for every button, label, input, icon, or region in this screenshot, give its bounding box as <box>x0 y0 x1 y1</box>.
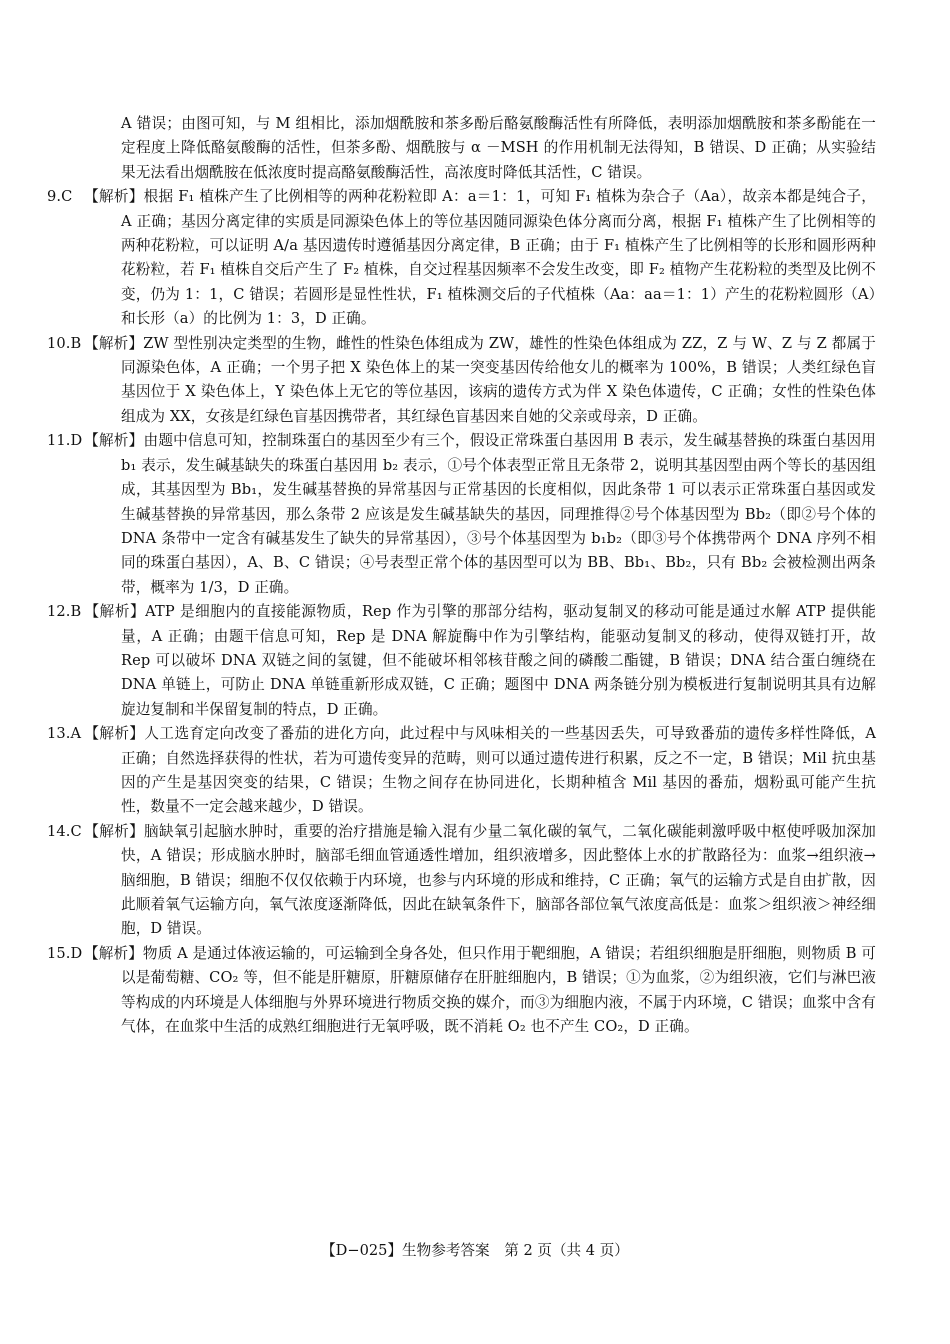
page-footer: 【D−025】生物参考答案 第 2 页（共 4 页） <box>321 1242 629 1259</box>
answer-item-11: 11.D 【解析】由题中信息可知，控制珠蛋白的基因至少有三个，假设正常珠蛋白基因用 B 表示，发生碱基替换的珠蛋白基因用 b₁ 表示，发生碱基缺失的珠蛋白基因用 b₂ 表示，①号个体表型正常且无条带 2，说明其基因型由两个等长的基因组成，其基因型为 Bb₁，发生碱基替换的异常基因与正常基因的长度相似，因此条带 1 可以表示正常珠蛋白基因或发生碱基替换的异常基因，那么条带 2 应该是发生碱基缺失的基因，同理推得②号个体基因型为 Bb₂（即②号个体的 DNA 条带中一定含有碱基发生了缺失的异常基因），③号个体基因型为 b₁b₂（即③号个体携带两个 DNA 序列不相同的珠蛋白基因），A、B、C 错误；④号表型正常个体的基因型可以为 BB、Bb₁、Bb₂，只有 Bb₂ 会被检测出两条带，概率为 1/3，D 正确。 <box>47 432 876 596</box>
answer-explanation: 【解析】根据 F₁ 植株产生了比例相等的两种花粉粒即 A：a＝1：1，可知 F₁ 植株为杂合子（Aa），故亲本都是纯合子，A 正确；基因分离定律的实质是同源染色体上的等位基因随同源染色体分离而分离，根据 F₁ 植株产生了比例相等的两种花粉粒，可以证明 A/a 基因遗传时遵循基因分离定律，B 正确；由于 F₁ 植株产生了比例相等的长形和圆形两种花粉粒，若 F₁ 植株自交后产生了 F₂ 植株，自交过程基因频率不会发生改变，即 F₂ 植物产生花粉粒的类型及比例不变，仍为 1：1，C 错误；若圆形是显性性状，F₁ 植株测交后的子代植株（Aa：aa＝1：1）产生的花粉粒圆形（A）和长形（a）的比例为 1：3，D 正确。 <box>84 188 876 328</box>
answer-item-9: 9.C 【解析】根据 F₁ 植株产生了比例相等的两种花粉粒即 A：a＝1：1，可知 F₁ 植株为杂合子（Aa），故亲本都是纯合子，A 正确；基因分离定律的实质是同源染色体上的等位基因随同源染色体分离而分离，根据 F₁ 植株产生了比例相等的两种花粉粒，可以证明 A/a 基因遗传时遵循基因分离定律，B 正确；由于 F₁ 植株产生了比例相等的长形和圆形两种花粉粒，若 F₁ 植株自交后产生了 F₂ 植株，自交过程基因频率不会发生改变，即 F₂ 植物产生花粉粒的类型及比例不变，仍为 1：1，C 错误；若圆形是显性性状，F₁ 植株测交后的子代植株（Aa：aa＝1：1）产生的花粉粒圆形（A）和长形（a）的比例为 1：3，D 正确。 <box>47 188 876 328</box>
answer-content <box>47 112 876 1039</box>
answer-explanation: 【解析】人工选育定向改变了番茄的进化方向，此过程中与风味相关的一些基因丢失，可导致番茄的遗传多样性降低，A 正确；自然选择获得的性状，若为可遗传变异的范畴，则可以通过遗传进行积累，反之不一定，B 错误；Mil 抗虫基因的产生是基因突变的结果，C 错误；生物之间存在协同进化，长期种植含 Mil 基因的番茄，烟粉虱可能产生抗性，数量不一定会越来越少，D 错误。 <box>84 725 876 816</box>
answer-item-14: 14.C 【解析】脑缺氧引起脑水肿时，重要的治疗措施是输入混有少量二氧化碳的氧气，二氧化碳能刺激呼吸中枢使呼吸加深加快，A 错误；形成脑水肿时，脑部毛细血管通透性增加，组织液增多，因此整体上水的扩散路径为：血浆→组织液→脑细胞，B 错误；细胞不仅仅依赖于内环境，也参与内环境的形成和维持，C 正确；氧气的运输方式是自由扩散，因此顺着氧气运输方向，氧气浓度逐渐降低，因此在缺氧条件下，脑部各部位氧气浓度高低是：血浆＞组织液＞神经细胞，D 错误。 <box>47 822 876 938</box>
answer-item-10: 10.B 【解析】ZW 型性别决定类型的生物，雌性的性染色体组成为 ZW，雄性的性染色体组成为 ZZ，Z 与 W、Z 与 Z 都属于同源染色体，A 正确；一个男子把 X 染色体上的某一突变基因传给他女儿的概率为 100%，B 错误；人类红绿色盲基因位于 X 染色体上，Y 染色体上无它的等位基因，该病的遗传方式为伴 X 染色体遗传，C 正确；女性的性染色体组成为 XX，女孩是红绿色盲基因携带者，其红绿色盲基因来自她的父亲或母亲，D 正确。 <box>47 334 876 425</box>
answer-item-12: 12.B 【解析】ATP 是细胞内的直接能源物质，Rep 作为引擎的那部分结构，驱动复制叉的移动可能是通过水解 ATP 提供能量，A 正确；由题干信息可知，Rep 是 DNA 解旋酶中作为引擎结构，能驱动复制叉的移动，使得双链打开，故 Rep 可以破坏 DNA 双链之间的氢键，但不能破坏相邻核苷酸之间的磷酸二酯键，B 错误；DNA 结合蛋白缠绕在 DNA 单链上，可防止 DNA 单链重新形成双链，C 正确；题图中 DNA 两条链分别为模板进行复制说明其具有边解旋边复制和半保留复制的特点，D 正确。 <box>47 603 876 718</box>
answer-explanation: 【解析】ZW 型性别决定类型的生物，雌性的性染色体组成为 ZW，雄性的性染色体组成为 ZZ，Z 与 W、Z 与 Z 都属于同源染色体，A 正确；一个男子把 X 染色体上的某一突变基因传给他女儿的概率为 100%，B 错误；人类红绿色盲基因位于 X 染色体上，Y 染色体上无它的等位基因，该病的遗传方式为伴 X 染色体遗传，C 正确；女性的性染色体组成为 XX，女孩是红绿色盲基因携带者，其红绿色盲基因来自她的父亲或母亲，D 正确。 <box>84 334 876 425</box>
intro-paragraph: A 错误；由图可知，与 M 组相比，添加烟酰胺和茶多酚后酪氨酸酶活性有所降低，表明添加烟酰胺和茶多酚能在一定程度上降低酪氨酸酶的活性，但茶多酚、烟酰胺与 α －MSH 的作用机制无法得知，B 错误、D 正确；从实验结果无法看出烟酰胺在低浓度时提高酪氨酸酶活性，高浓度时降低其活性，C 错误。 <box>121 115 876 181</box>
answer-item-13: 13.A 【解析】人工选育定向改变了番茄的进化方向，此过程中与风味相关的一些基因丢失，可导致番茄的遗传多样性降低，A 正确；自然选择获得的性状，若为可遗传变异的范畴，则可以通过遗传进行积累，反之不一定，B 错误；Mil 抗虫基因的产生是基因突变的结果，C 错误；生物之间存在协同进化，长期种植含 Mil 基因的番茄，烟粉虱可能产生抗性，数量不一定会越来越少，D 错误。 <box>47 725 876 816</box>
answer-explanation: 【解析】脑缺氧引起脑水肿时，重要的治疗措施是输入混有少量二氧化碳的氧气，二氧化碳能刺激呼吸中枢使呼吸加深加快，A 错误；形成脑水肿时，脑部毛细血管通透性增加，组织液增多，因此整体上水的扩散路径为：血浆→组织液→脑细胞，B 错误；细胞不仅仅依赖于内环境，也参与内环境的形成和维持，C 正确；氧气的运输方式是自由扩散，因此顺着氧气运输方向，氧气浓度逐渐降低，因此在缺氧条件下，脑部各部位氧气浓度高低是：血浆＞组织液＞神经细胞，D 错误。 <box>84 822 876 938</box>
answer-explanation: 【解析】由题中信息可知，控制珠蛋白的基因至少有三个，假设正常珠蛋白基因用 B 表示，发生碱基替换的珠蛋白基因用 b₁ 表示，发生碱基缺失的珠蛋白基因用 b₂ 表示，①号个体表型正常且无条带 2，说明其基因型由两个等长的基因组成，其基因型为 Bb₁，发生碱基替换的异常基因与正常基因的长度相似，因此条带 1 可以表示正常珠蛋白基因或发生碱基替换的异常基因，那么条带 2 应该是发生碱基缺失的基因，同理推得②号个体基因型为 Bb₂（即②号个体的 DNA 条带中一定含有碱基发生了缺失的异常基因），③号个体基因型为 b₁b₂（即③号个体携带两个 DNA 序列不相同的珠蛋白基因），A、B、C 错误；④号表型正常个体的基因型可以为 BB、Bb₁、Bb₂，只有 Bb₂ 会被检测出两条带，概率为 1/3，D 正确。 <box>84 432 876 596</box>
answer-explanation: 【解析】ATP 是细胞内的直接能源物质，Rep 作为引擎的那部分结构，驱动复制叉的移动可能是通过水解 ATP 提供能量，A 正确；由题干信息可知，Rep 是 DNA 解旋酶中作为引擎结构，能驱动复制叉的移动，使得双链打开，故 Rep 可以破坏 DNA 双链之间的氢键，但不能破坏相邻核苷酸之间的磷酸二酯键，B 错误；DNA 结合蛋白缠绕在 DNA 单链上，可防止 DNA 单链重新形成双链，C 正确；题图中 DNA 两条链分别为模板进行复制说明其具有边解旋边复制和半保留复制的特点，D 正确。 <box>84 603 876 718</box>
answer-item-15: 15.D 【解析】物质 A 是通过体液运输的，可运输到全身各处，但只作用于靶细胞，A 错误；若组织细胞是肝细胞，则物质 B 可以是葡萄糖、CO₂ 等，但不能是肝糖原，肝糖原储存在肝脏细胞内，B 错误；①为血浆，②为组织液，它们与淋巴液等构成的内环境是人体细胞与外界环境进行物质交换的媒介，而③为细胞内液，不属于内环境，C 错误；血浆中含有气体，在血浆中生活的成熟红细胞进行无氧呼吸，既不消耗 O₂ 也不产生 CO₂，D 正确。 <box>47 944 876 1036</box>
answer-explanation: 【解析】物质 A 是通过体液运输的，可运输到全身各处，但只作用于靶细胞，A 错误；若组织细胞是肝细胞，则物质 B 可以是葡萄糖、CO₂ 等，但不能是肝糖原，肝糖原储存在肝脏细胞内，B 错误；①为血浆，②为组织液，它们与淋巴液等构成的内环境是人体细胞与外界环境进行物质交换的媒介，而③为细胞内液，不属于内环境，C 错误；血浆中含有气体，在血浆中生活的成熟红细胞进行无氧呼吸，既不消耗 O₂ 也不产生 CO₂，D 正确。 <box>84 944 876 1036</box>
